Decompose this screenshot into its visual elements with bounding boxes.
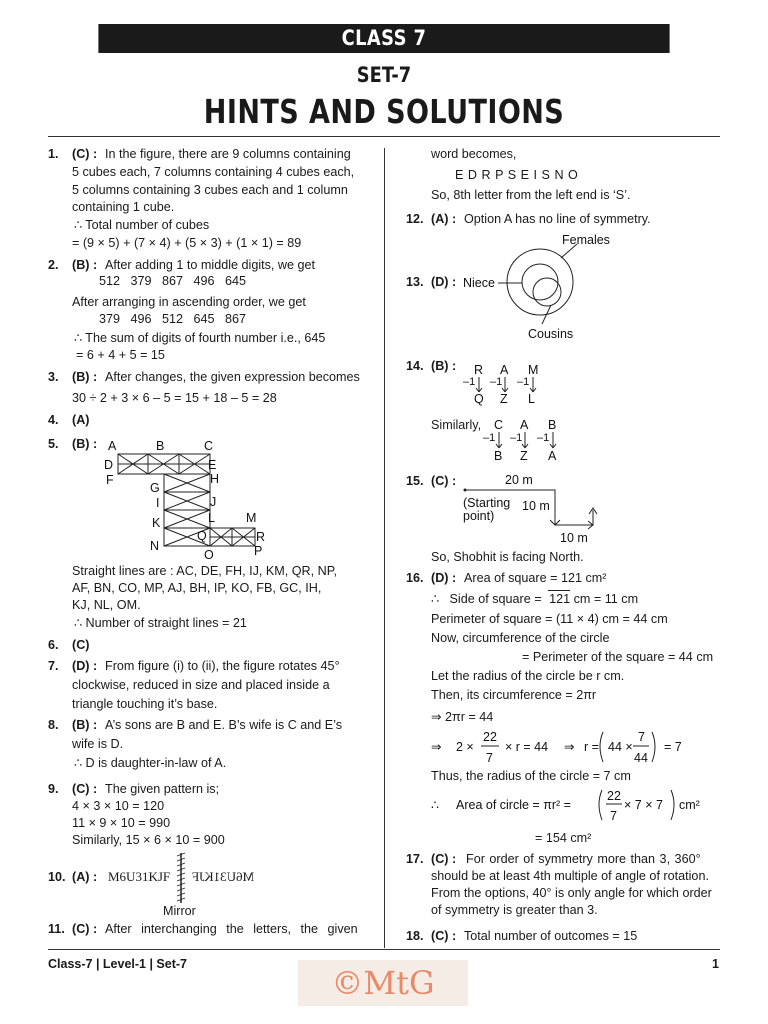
q5-label: B — [156, 439, 165, 453]
venn-diagram — [460, 230, 620, 345]
q1-text: ∴ Total number of cubes — [74, 218, 210, 232]
q11-text: word becomes, — [431, 147, 517, 161]
svg-text:= 7: = 7 — [664, 740, 682, 754]
q5-text: KJ, NL, OM. — [72, 598, 141, 612]
q8-text: A’s sons are B and E. B’s wife is C and E’s — [105, 718, 343, 732]
q16-text: Perimeter of square = (11 × 4) cm = 44 cm — [431, 612, 668, 626]
q10-mirror-image: M6U31KJF — [192, 869, 255, 884]
venn-label-niece: Niece — [463, 276, 495, 290]
q16-text: cm = 11 cm — [570, 592, 639, 606]
svg-text:⇒: ⇒ — [431, 740, 442, 754]
q16-text: Now, circumference of the circle — [431, 631, 610, 645]
q17-answer: (C) : — [431, 852, 457, 866]
letter: B — [494, 449, 503, 463]
q11-text: E D R P S E I S N O — [455, 168, 579, 182]
q5-label: P — [254, 544, 263, 558]
q16-text: = Perimeter of the square = 44 cm — [522, 650, 714, 664]
q10-mirror-label: Mirror — [163, 904, 196, 918]
q2-answer: (B) : — [72, 258, 98, 272]
q5-label: E — [208, 458, 217, 472]
svg-text:∴: ∴ — [431, 798, 439, 812]
q2-text: 512 379 867 496 645 — [99, 274, 247, 288]
svg-text:44 ×: 44 × — [608, 740, 633, 754]
footer-rule — [48, 949, 720, 950]
q9-answer: (C) : — [72, 782, 98, 796]
q7-text: clockwise, reduced in size and placed inside a — [72, 678, 330, 692]
q13-answer: (D) : — [431, 275, 457, 289]
q7-number: 7. — [48, 659, 59, 673]
venn-label-females: Females — [562, 233, 610, 247]
q5-label: I — [156, 496, 160, 510]
q5-label: K — [152, 516, 161, 530]
q18-text: Total number of outcomes = 15 — [464, 929, 638, 943]
q16-text: Thus, the radius of the circle = 7 cm — [431, 769, 631, 783]
q10-answer: (A) : — [72, 870, 98, 884]
q12-text: Option A has no line of symmetry. — [464, 212, 651, 226]
distance-label: 10 m — [522, 499, 550, 513]
letter: L — [528, 392, 535, 406]
svg-text:r =: r = — [584, 740, 599, 754]
q5-label: G — [150, 481, 160, 495]
q5-text: Straight lines are : AC, DE, FH, IJ, KM, QR, NP, — [72, 564, 338, 578]
minus-one: –1 — [490, 376, 503, 388]
q7-text: triangle touching it’s base. — [72, 697, 218, 711]
minus-one: –1 — [517, 376, 530, 388]
letter: C — [494, 418, 504, 432]
letter: M — [528, 363, 539, 377]
letter: A — [548, 449, 557, 463]
q10-word: M6U31KJF — [108, 869, 171, 884]
q8-text: ∴ D is daughter-in-law of A. — [74, 756, 227, 770]
minus-one: –1 — [510, 432, 523, 444]
q16-equation — [431, 726, 721, 768]
q2-text: = 6 + 4 + 5 = 15 — [76, 348, 165, 362]
start-label: (Starting — [463, 496, 511, 510]
q5-label: C — [204, 439, 214, 453]
q5-label: O — [204, 548, 214, 562]
svg-text:Area of circle = πr² =: Area of circle = πr² = — [456, 798, 571, 812]
distance-label: 20 m — [505, 473, 533, 487]
q11-answer: (C) : — [72, 922, 98, 936]
q3-number: 3. — [48, 370, 59, 384]
sqrt-radicand: 121 — [549, 592, 571, 606]
svg-text:2 ×: 2 × — [456, 740, 474, 754]
q9-text: 4 × 3 × 10 = 120 — [72, 799, 165, 813]
q2-text: After arranging in ascending order, we get — [72, 295, 306, 309]
q12-number: 12. — [406, 212, 424, 226]
q1-text: containing 1 cube. — [72, 200, 175, 214]
q5-answer: (B) : — [72, 437, 98, 451]
letter: A — [500, 363, 509, 377]
svg-text:7: 7 — [486, 751, 493, 765]
q16-text: ∴ Side of square = — [431, 592, 546, 606]
q3-text: 30 ÷ 2 + 3 × 6 – 5 = 15 + 18 – 5 = 28 — [72, 391, 277, 405]
q16-area-equation — [431, 786, 700, 826]
q5-label: L — [208, 511, 215, 525]
q16-number: 16. — [406, 571, 424, 585]
q10-number: 10. — [48, 870, 66, 884]
svg-text:× r = 44: × r = 44 — [505, 740, 549, 754]
q11-text: So, 8th letter from the left end is ‘S’. — [431, 188, 631, 202]
q9-number: 9. — [48, 782, 59, 796]
q5-label: A — [108, 439, 117, 453]
q15-text: So, Shobhit is facing North. — [431, 550, 584, 564]
svg-text:44: 44 — [634, 751, 648, 765]
q3-answer: (B) : — [72, 370, 98, 384]
q16-text: Let the radius of the circle be r cm. — [431, 669, 625, 683]
q4-number: 4. — [48, 413, 59, 427]
q16-answer: (D) : — [431, 571, 457, 585]
q3-text: After changes, the given expression becomes — [105, 370, 360, 384]
q2-text: ∴ The sum of digits of fourth number i.e., 645 — [74, 331, 326, 345]
q2-text: 379 496 512 645 867 — [99, 312, 247, 326]
mtg-logo: ©MtG — [298, 960, 468, 1006]
q7-text: From figure (i) to (ii), the figure rotates 45° — [105, 659, 340, 673]
q5-label: M — [246, 511, 257, 525]
q2-text: After adding 1 to middle digits, we get — [105, 258, 316, 272]
q8-number: 8. — [48, 718, 59, 732]
q9-text: Similarly, 15 × 6 × 10 = 900 — [72, 833, 225, 847]
q12-answer: (A) : — [431, 212, 457, 226]
q16-text: ⇒ 2πr = 44 — [431, 710, 494, 724]
q5-label: Q — [197, 529, 207, 543]
q5-label: R — [256, 530, 266, 544]
q8-text: wife is D. — [72, 737, 124, 751]
q15-number: 15. — [406, 474, 424, 488]
start-label: point) — [463, 509, 495, 523]
svg-text:22: 22 — [607, 789, 621, 803]
footer-label: Class-7 | Level-1 | Set-7 — [48, 957, 188, 971]
q11-text: After interchanging the letters, the given — [105, 922, 358, 936]
q1-text: In the figure, there are 9 columns containing — [105, 147, 351, 161]
letter: Z — [500, 392, 508, 406]
q16-text — [431, 590, 638, 608]
q5-label: H — [210, 472, 220, 486]
q15-path-diagram — [460, 470, 610, 545]
q17-text: should be at least 4th multiple of angle of rotation. — [431, 869, 709, 883]
q8-answer: (B) : — [72, 718, 98, 732]
q16-text: Area of square = 121 cm² — [464, 571, 607, 585]
q13-number: 13. — [406, 275, 424, 289]
page-title: HINTS AND SOLUTIONS — [203, 92, 565, 131]
svg-text:⇒: ⇒ — [564, 740, 575, 754]
q14-text: Similarly, — [431, 418, 482, 432]
q1-text: = (9 × 5) + (7 × 4) + (5 × 3) + (1 × 1) = 89 — [72, 236, 302, 250]
svg-text:× 7 × 7: × 7 × 7 — [624, 798, 663, 812]
q17-number: 17. — [406, 852, 424, 866]
q5-text: AF, BN, CO, MP, AJ, BH, IP, KO, FB, GC, IH, — [72, 581, 322, 595]
svg-text:7: 7 — [610, 809, 617, 823]
q5-label: D — [104, 458, 114, 472]
venn-label-cousins: Cousins — [528, 327, 574, 341]
minus-one: –1 — [463, 376, 476, 388]
q11-number: 11. — [48, 922, 65, 936]
q17-text: From the options, 40° is only angle for which order — [431, 886, 712, 900]
letter: R — [474, 363, 484, 377]
q1-number: 1. — [48, 147, 59, 161]
q6-answer: (C) — [72, 638, 90, 652]
page-number: 1 — [712, 957, 719, 971]
minus-one: –1 — [537, 432, 550, 444]
set-heading: SET-7 — [356, 63, 412, 87]
q5-label: F — [106, 473, 114, 487]
letter: Q — [474, 392, 484, 406]
q14-coding-1 — [460, 360, 560, 410]
q9-text: 11 × 9 × 10 = 990 — [72, 816, 171, 830]
q14-number: 14. — [406, 359, 424, 373]
svg-text:22: 22 — [483, 730, 497, 744]
q9-text: The given pattern is; — [105, 782, 220, 796]
q16-text: Then, its circumference = 2πr — [431, 688, 597, 702]
q1-text: 5 columns containing 3 cubes each and 1 column — [72, 183, 348, 197]
q5-label: N — [150, 539, 160, 553]
svg-text:cm²: cm² — [679, 798, 700, 812]
q5-number: 5. — [48, 437, 59, 451]
q18-answer: (C) : — [431, 929, 457, 943]
q14-answer: (B) : — [431, 359, 457, 373]
class-banner: CLASS 7 — [98, 24, 669, 53]
q4-answer: (A) — [72, 413, 90, 427]
minus-one: –1 — [483, 432, 496, 444]
svg-text:7: 7 — [638, 730, 645, 744]
q17-text: of symmetry is greater than 3. — [431, 903, 598, 917]
letter: Z — [520, 449, 528, 463]
q14-coding-2 — [478, 417, 578, 467]
q15-answer: (C) : — [431, 474, 457, 488]
q18-number: 18. — [406, 929, 424, 943]
q1-answer: (C) : — [72, 147, 98, 161]
letter: A — [520, 418, 529, 432]
q5-label: J — [210, 495, 217, 509]
q17-text: For order of symmetry more than 3, 360° — [466, 852, 701, 866]
q5-text: ∴ Number of straight lines = 21 — [74, 616, 247, 630]
q7-answer: (D) : — [72, 659, 98, 673]
q1-text: 5 cubes each, 7 columns containing 4 cubes each, — [72, 165, 355, 179]
q2-number: 2. — [48, 258, 59, 272]
q6-number: 6. — [48, 638, 59, 652]
q16-text: = 154 cm² — [535, 831, 592, 845]
letter: B — [548, 418, 557, 432]
distance-label: 10 m — [560, 531, 588, 545]
